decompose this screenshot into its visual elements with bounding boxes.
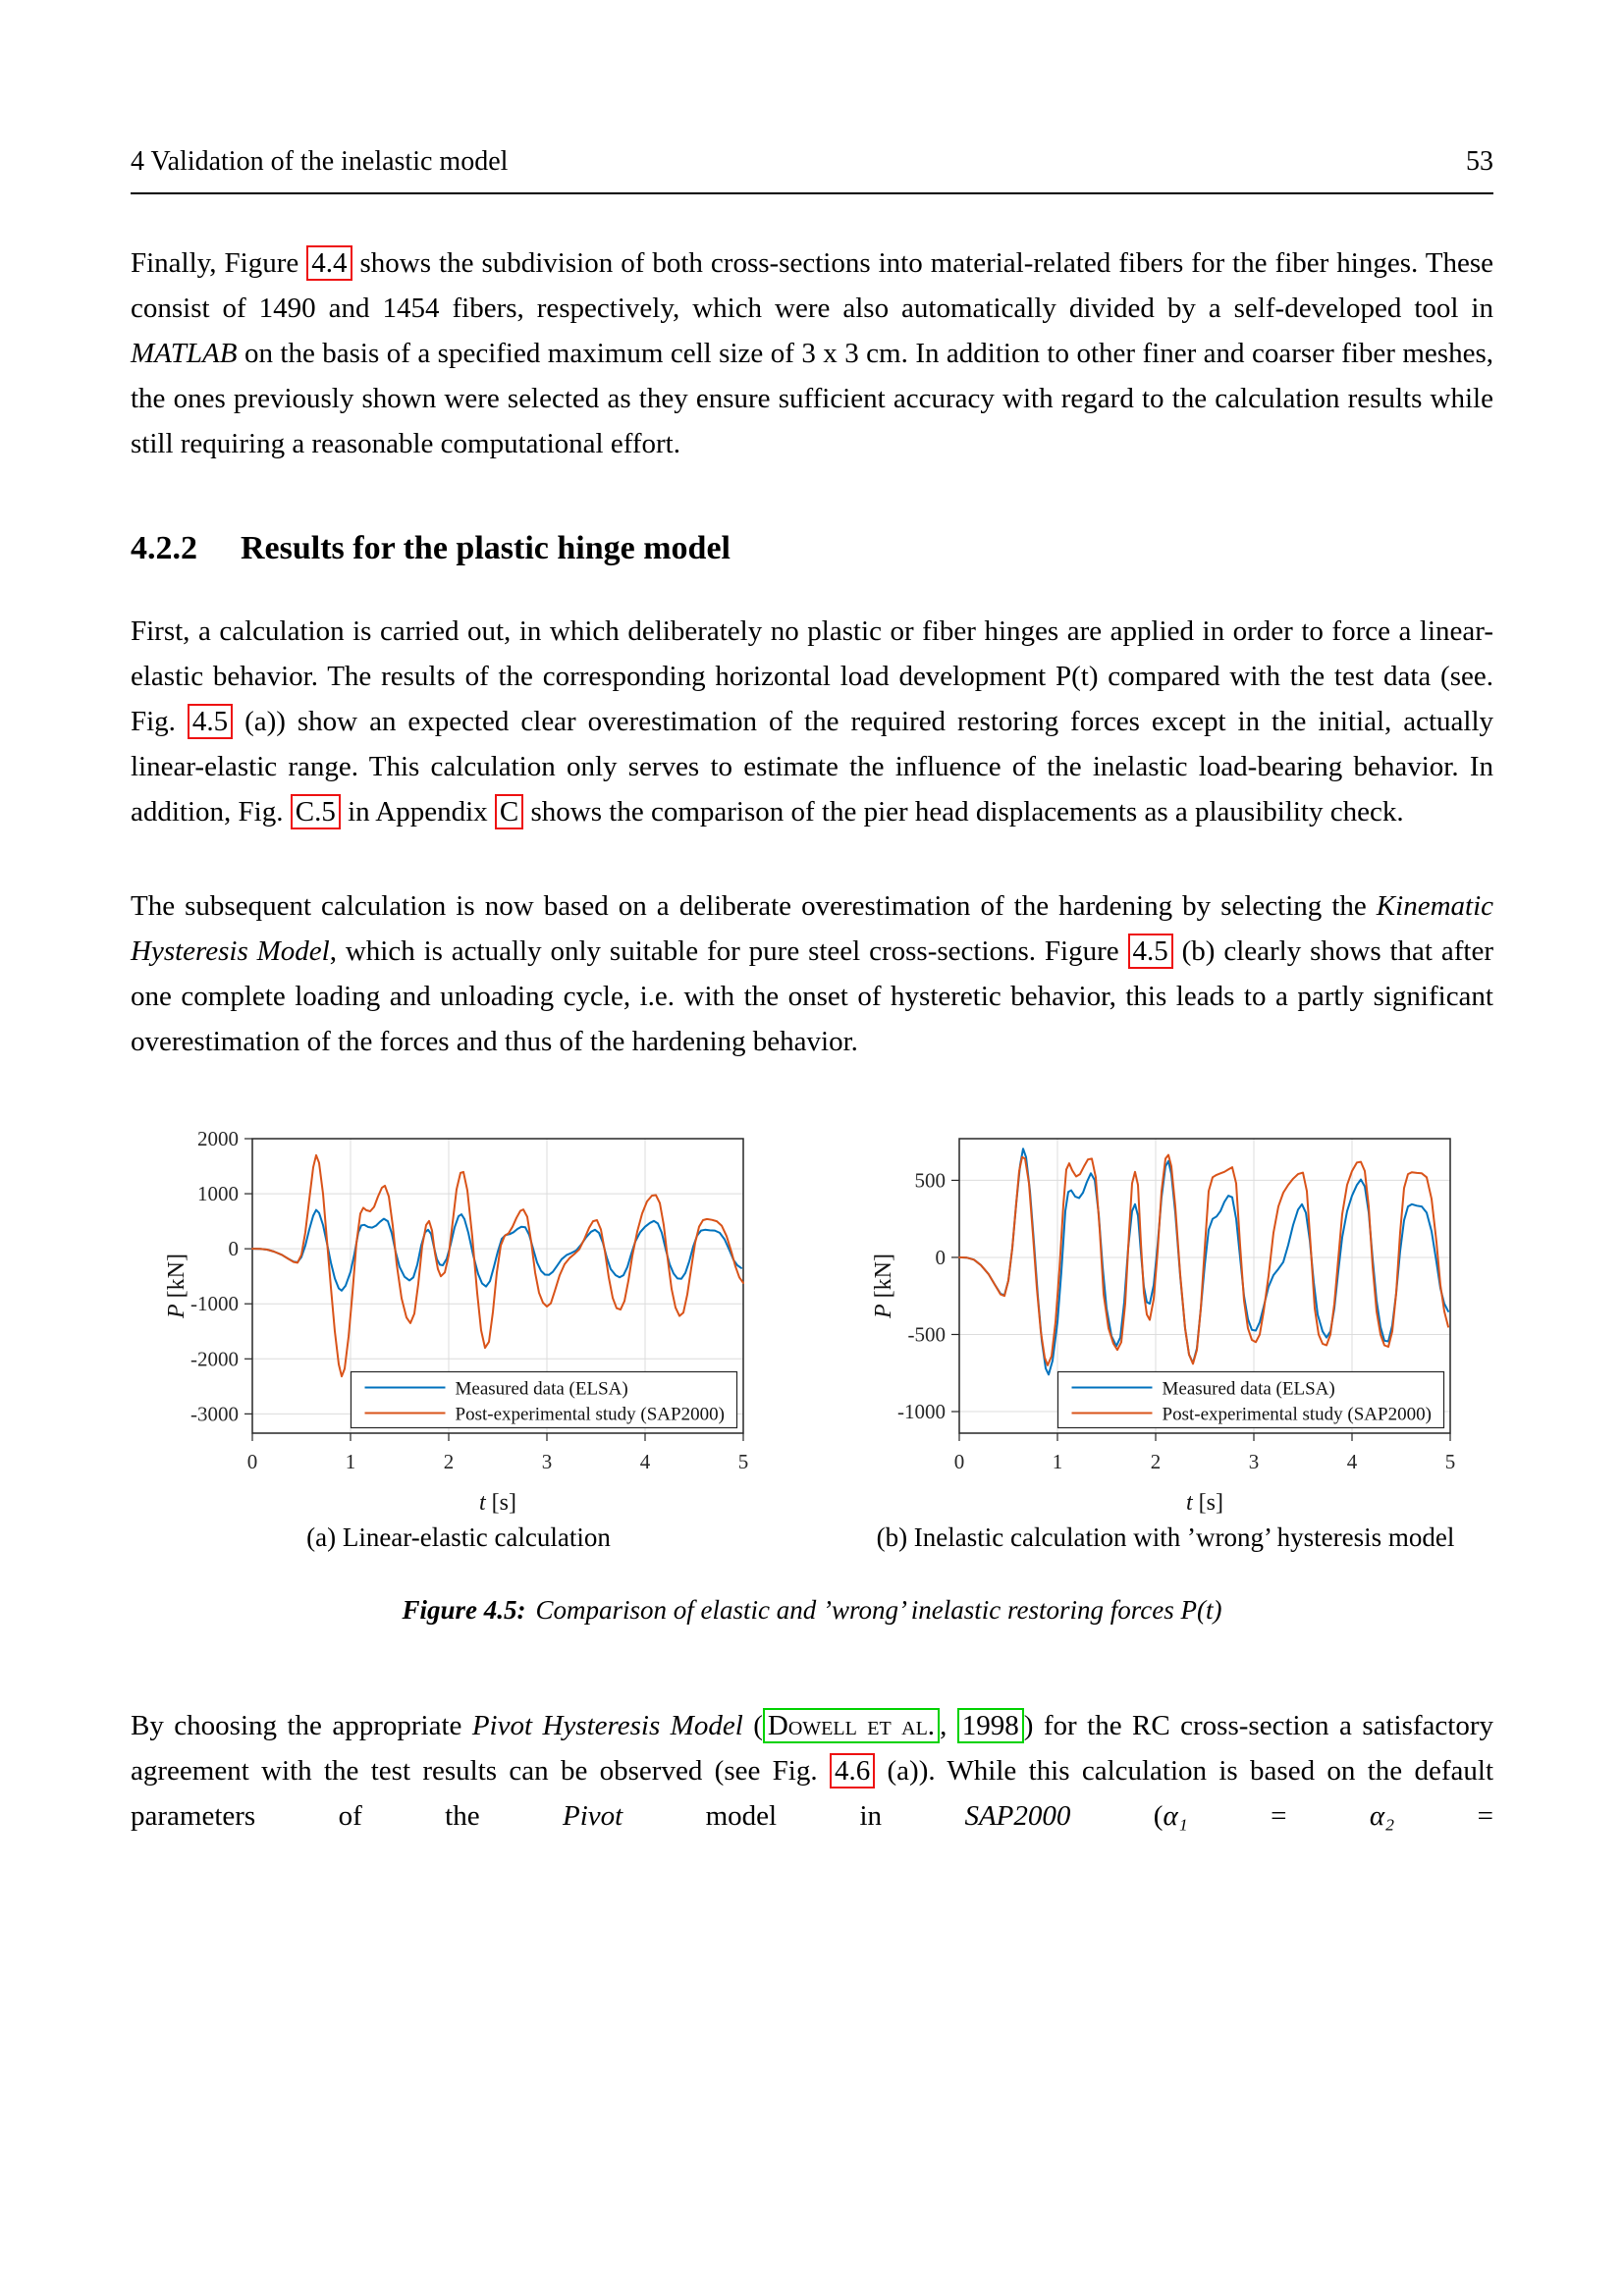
text-run: shows the subdivision of both cross-sections into material-related fibers for the fiber hinges. These consist of 1490 and 1454 fibers, respectively, which were also automatically divided by a self-developed tool in xyxy=(131,247,1493,324)
x-tick-label: 4 xyxy=(1346,1450,1358,1473)
x-tick-label: 2 xyxy=(443,1450,455,1473)
x-tick-label: 3 xyxy=(1248,1450,1260,1473)
y-tick-label: 2000 xyxy=(197,1127,239,1150)
text-run: Finally, Figure xyxy=(131,247,307,279)
text-run: = xyxy=(1187,1800,1370,1832)
figure-ref-link[interactable]: C.5 xyxy=(291,794,341,829)
x-axis-label: t [s] xyxy=(479,1490,516,1516)
text-run: (b) clearly shows that after one complete loading and unloading cycle, i.e. with the onset of hysteretic behavior, this leads to a partly significant overestimation of the forces and thus of the hardening behavior. xyxy=(131,935,1493,1057)
figure-ref-link[interactable]: 4.4 xyxy=(306,245,352,281)
x-tick-label: 0 xyxy=(246,1450,258,1473)
figure-ref-link[interactable]: 4.6 xyxy=(830,1753,875,1789)
legend-label: Post-experimental study (SAP2000) xyxy=(455,1404,725,1425)
text-run: α₂ xyxy=(1369,1800,1395,1832)
legend-label: Post-experimental study (SAP2000) xyxy=(1162,1404,1432,1425)
text-run: First, a calculation is carried out, in which deliberately no plastic or fiber hinges are applied in order to force a linear-elastic behavior. The results of the corresponding horizontal load development P(t) compared with the test data (see. Fig. xyxy=(131,615,1493,737)
text-run: shows the comparison of the pier head displacements as a plausibility check. xyxy=(523,796,1404,828)
x-tick-label: 3 xyxy=(541,1450,553,1473)
paragraph-2 xyxy=(131,609,1493,834)
text-run: ( xyxy=(742,1710,763,1741)
legend-label: Measured data (ELSA) xyxy=(1162,1378,1335,1400)
section-number: 4.2.2 xyxy=(131,530,197,566)
x-tick-label: 1 xyxy=(1052,1450,1063,1473)
text-run: SAP2000 xyxy=(964,1800,1071,1832)
y-axis-label: P [kN] xyxy=(871,1254,896,1318)
figure-caption-text: Comparison of elastic and ’wrong’ inelastic restoring forces P(t) xyxy=(535,1595,1222,1625)
text-run: By choosing the appropriate xyxy=(131,1710,472,1741)
charts-row xyxy=(131,1127,1493,1554)
figure-caption xyxy=(131,1593,1493,1627)
text-run: , xyxy=(940,1710,957,1741)
citation-link[interactable]: 1998 xyxy=(957,1708,1024,1743)
y-tick-label: -2000 xyxy=(190,1347,239,1371)
text-run: on the basis of a specified maximum cell size of 3 x 3 cm. In addition to other finer and coarser fiber meshes, the ones previously shown were selected as they ensure sufficient accuracy with regard to the calculation results while still requiring a reasonable computational effort. xyxy=(131,338,1493,459)
text-run: Pivot xyxy=(563,1800,623,1832)
running-chapter-title: 4 Validation of the inelastic model xyxy=(131,146,509,177)
chart-wrong-hysteresis xyxy=(861,1127,1470,1515)
x-tick-label: 5 xyxy=(1444,1450,1456,1473)
section-title: Results for the plastic hinge model xyxy=(241,530,731,566)
page-header xyxy=(131,147,1493,194)
text-run: = xyxy=(1394,1800,1493,1832)
y-tick-label: -500 xyxy=(907,1322,946,1347)
y-axis-label: P [kN] xyxy=(164,1254,189,1318)
x-tick-label: 4 xyxy=(639,1450,651,1473)
chart-linear-elastic xyxy=(154,1127,763,1515)
paragraph-1 xyxy=(131,240,1493,466)
text-run: ) for the RC cross-section a satisfactory agreement with the test results can be observed (see Fig. xyxy=(131,1710,1494,1787)
text-run: The subsequent calculation is now based on a deliberate overestimation of the hardening by selecting the xyxy=(131,890,1377,922)
text-run: model in xyxy=(623,1800,965,1832)
text-run: in Appendix xyxy=(340,796,495,828)
figure-panel-a xyxy=(154,1127,763,1554)
citation-link[interactable]: Dowell et al. xyxy=(763,1708,940,1743)
figure-ref-link[interactable]: C xyxy=(495,794,523,829)
text-run: , which is actually only suitable for pure steel cross-sections. Figure xyxy=(329,935,1128,967)
x-tick-label: 2 xyxy=(1150,1450,1162,1473)
subcaption-a: (a) Linear-elastic calculation xyxy=(306,1522,611,1552)
x-tick-label: 1 xyxy=(345,1450,356,1473)
y-tick-label: 1000 xyxy=(197,1182,239,1206)
text-run: (a)) show an expected clear overestimation of the required restoring forces except in the initial, actually linear-elastic range. This calculation only serves to estimate the influence of the inelastic load-bearing behavior. In addition, Fig. xyxy=(131,706,1494,828)
paragraph-4 xyxy=(131,1703,1493,1839)
figure-panel-b xyxy=(861,1127,1470,1554)
figure-ref-link[interactable]: 4.5 xyxy=(1128,934,1173,969)
text-run: α₁ xyxy=(1163,1800,1188,1832)
text-run: Kinematic Hysteresis Model xyxy=(131,890,1493,967)
figure-ref-link[interactable]: 4.5 xyxy=(188,704,233,739)
figure-caption-label: Figure 4.5: xyxy=(402,1595,526,1625)
legend-label: Measured data (ELSA) xyxy=(455,1378,628,1400)
series-simulation xyxy=(959,1155,1448,1365)
y-tick-label: -3000 xyxy=(190,1402,239,1426)
x-axis-label: t [s] xyxy=(1186,1490,1223,1516)
y-tick-label: 0 xyxy=(228,1237,239,1261)
text-run: (a)). While this calculation is based on the default parameters of the xyxy=(131,1755,1493,1832)
text-run: Pivot Hysteresis Model xyxy=(471,1710,743,1741)
y-tick-label: -1000 xyxy=(897,1400,946,1424)
x-tick-label: 0 xyxy=(953,1450,965,1473)
section-heading xyxy=(131,529,1493,568)
x-tick-label: 5 xyxy=(737,1450,749,1473)
page-number: 53 xyxy=(1466,146,1493,177)
y-tick-label: -1000 xyxy=(190,1292,239,1316)
paragraph-3 xyxy=(131,883,1493,1064)
subcaption-b: (b) Inelastic calculation with ’wrong’ hysteresis model xyxy=(876,1522,1455,1552)
text-run: ( xyxy=(1070,1800,1164,1832)
figure-4-5 xyxy=(131,1127,1493,1627)
y-tick-label: 0 xyxy=(935,1245,946,1269)
text-run: MATLAB xyxy=(131,338,238,369)
y-tick-label: 500 xyxy=(914,1168,946,1193)
